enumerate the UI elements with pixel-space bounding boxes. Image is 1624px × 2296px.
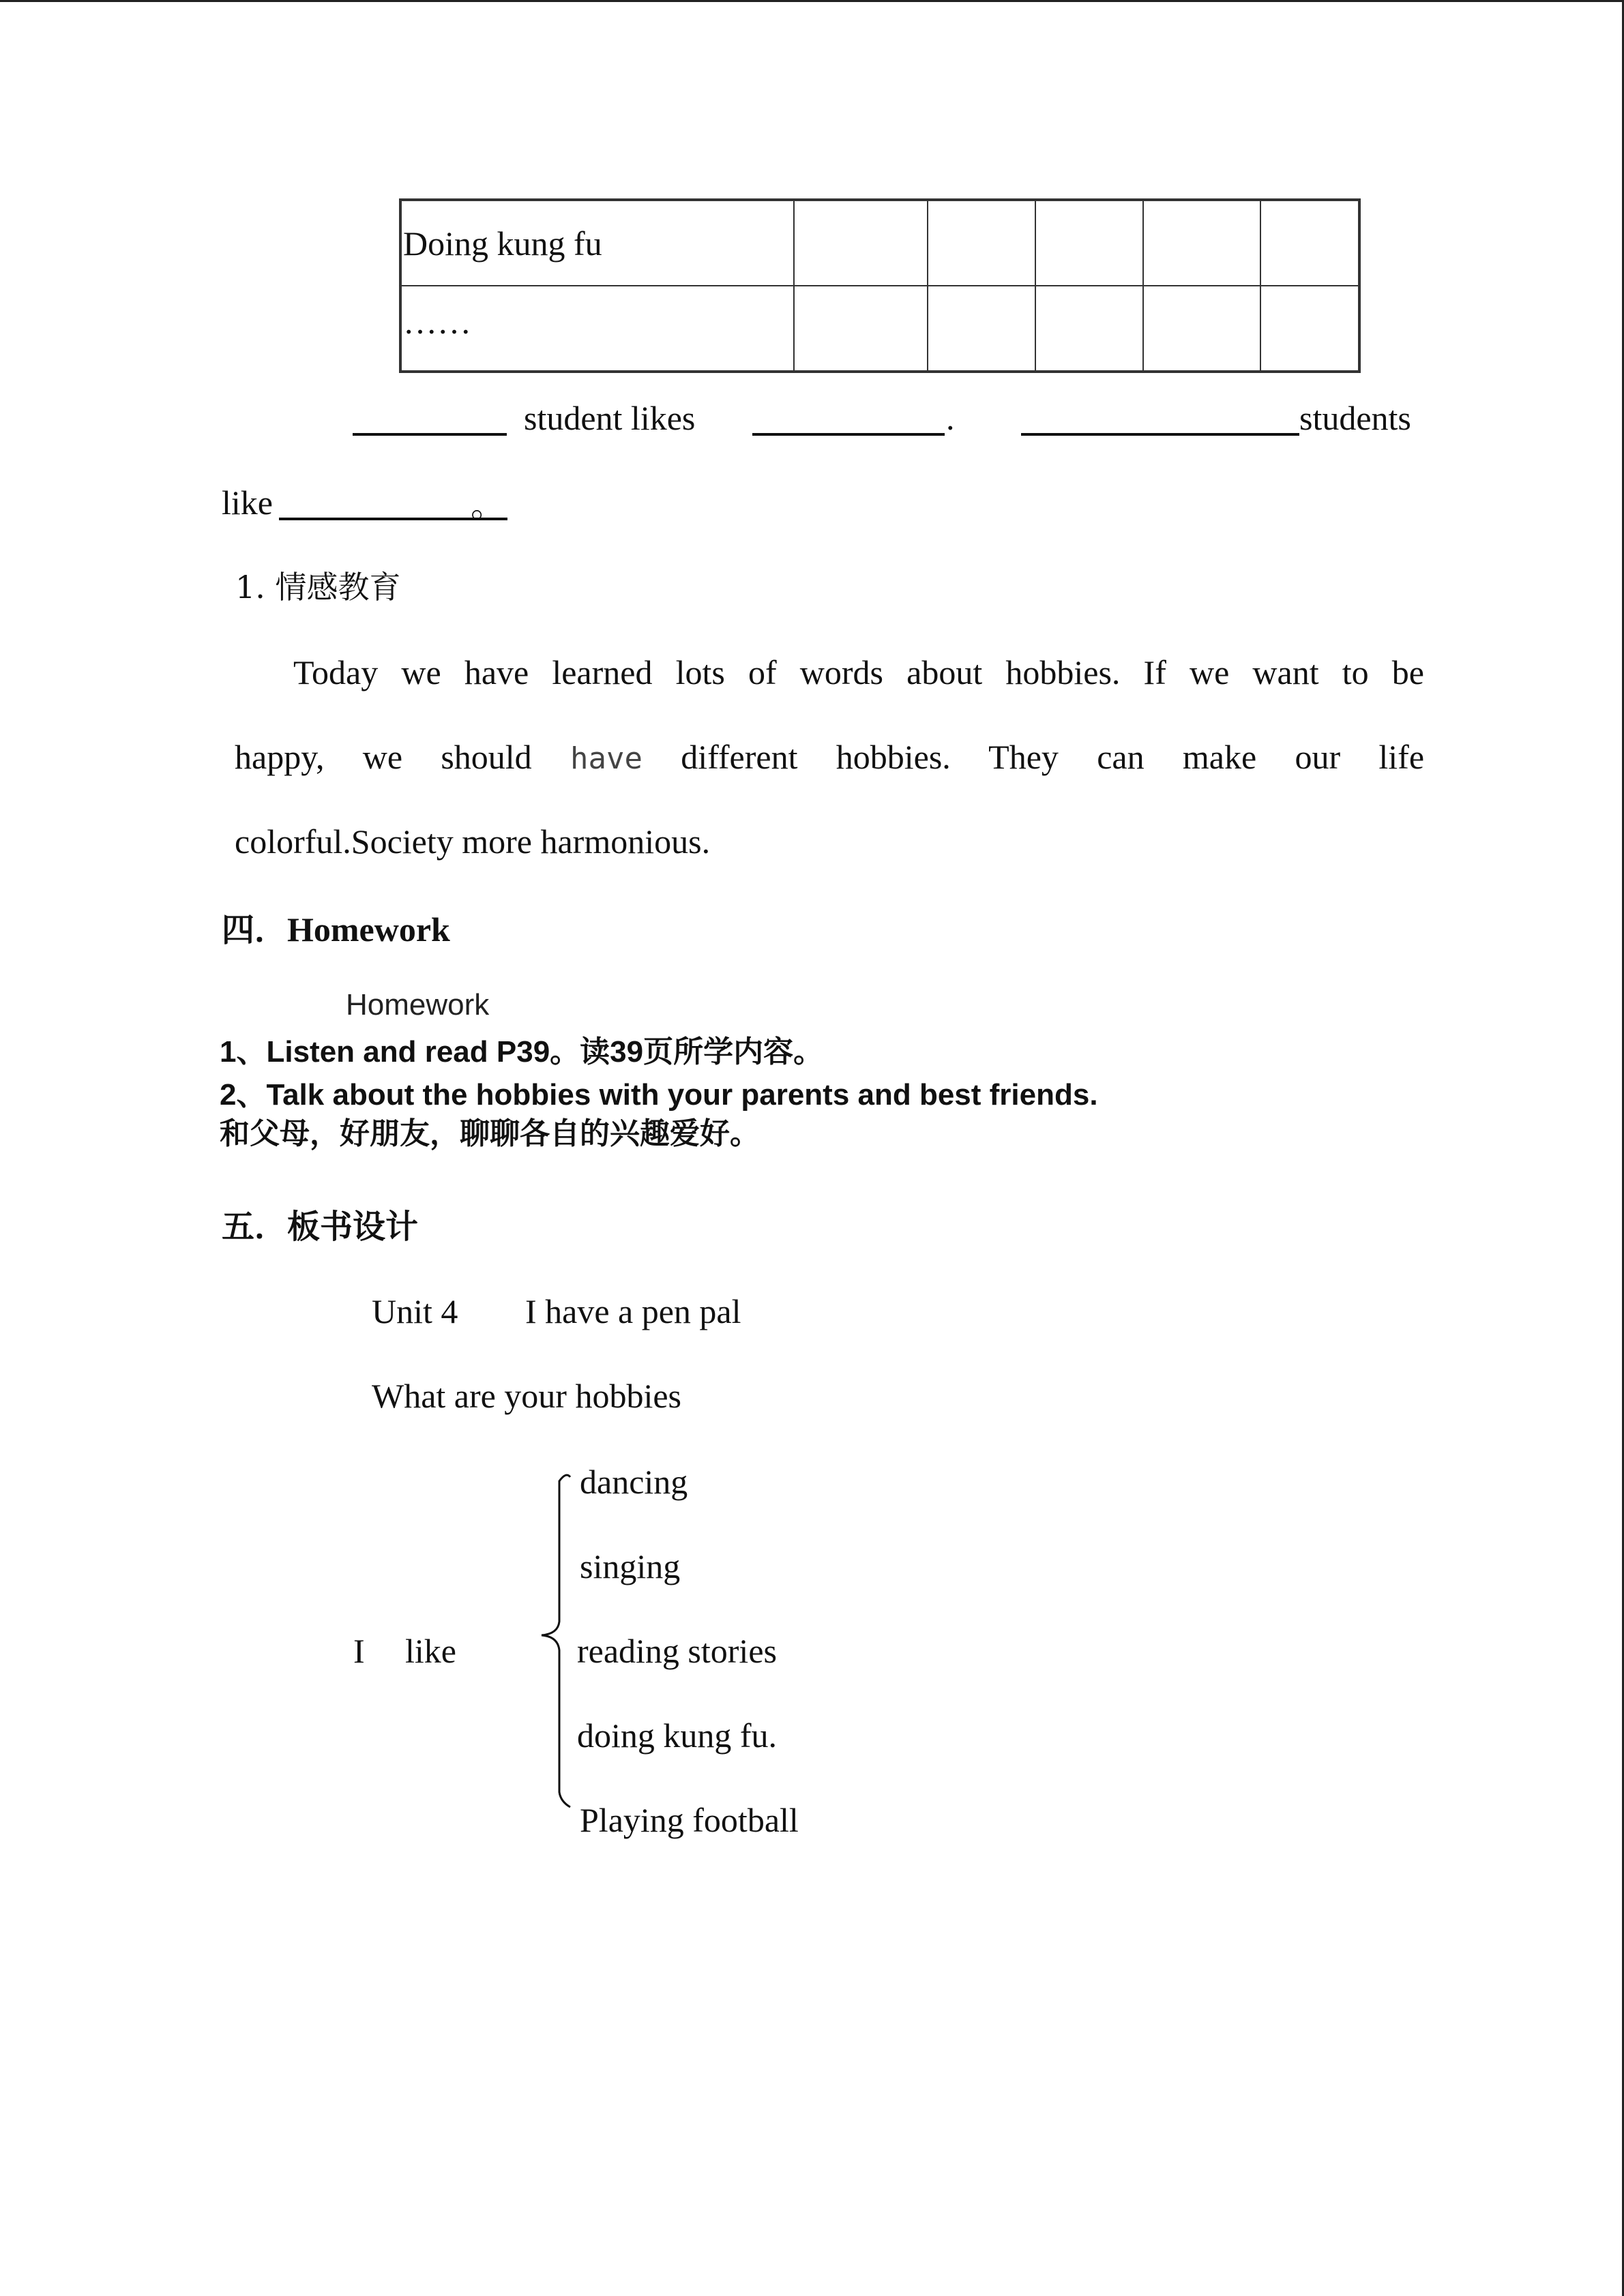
summary-period: . (946, 399, 955, 437)
table-row (400, 200, 1359, 286)
hobby-item: dancing (580, 1463, 688, 1501)
table-cell (794, 286, 928, 372)
answer-blank (752, 433, 945, 436)
table-cell (1143, 286, 1260, 372)
table-cell (1035, 200, 1143, 286)
summary-end-mark: 。 (471, 486, 505, 524)
survey-table (399, 198, 1361, 373)
homework-item-2: 2、Talk about the hobbies with your parents and best friends. (220, 1078, 1098, 1112)
curly-brace-icon (532, 1472, 580, 1813)
table-cell (1035, 286, 1143, 372)
board-design-heading: 五．板书设计 (222, 1208, 419, 1246)
unit-number: Unit 4 (372, 1292, 458, 1330)
table-cell (928, 286, 1035, 372)
table-cell (1260, 200, 1359, 286)
homework-heading (222, 909, 450, 951)
summary-part2: students (1299, 399, 1411, 437)
hobby-item: Playing football (580, 1801, 799, 1839)
answer-blank (1021, 433, 1299, 436)
summary-part3: like (222, 483, 273, 522)
table-cell-label: …… (400, 286, 794, 372)
homework-item-2-cn: 和父母，好朋友，聊聊各自的兴趣爱好。 (220, 1117, 760, 1150)
homework-heading-number: 四． (222, 911, 288, 949)
moral-education-paragraph (235, 652, 1424, 862)
paragraph-line: colorful.Society more harmonious. (235, 822, 711, 861)
paragraph-line: happy, we should have different hobbies. They can make our life (235, 738, 1425, 776)
summary-part1: student likes (524, 399, 696, 437)
paragraph-line: Today we have learned lots of words about hobbies. If we want to be (293, 653, 1424, 691)
hobby-item: reading stories (577, 1632, 777, 1670)
homework-heading-text: Homework (287, 910, 450, 949)
hobby-item: singing (580, 1547, 681, 1585)
table-cell (928, 200, 1035, 286)
table-cell (794, 200, 928, 286)
board-question: What are your hobbies (372, 1377, 682, 1415)
board-subject: I (353, 1632, 365, 1670)
moral-education-heading: 1. 情感教育 (235, 569, 401, 606)
table-cell-label: Doing kung fu (400, 200, 794, 286)
table-row (400, 286, 1359, 372)
table-cell (1260, 286, 1359, 372)
homework-item-1: 1、Listen and read P39。读39页所学内容。 (220, 1035, 824, 1069)
homework-slide-title: Homework (346, 988, 490, 1022)
board-verb: like (405, 1632, 456, 1670)
hobby-item: doing kung fu. (577, 1716, 778, 1755)
answer-blank (353, 433, 507, 436)
table-cell (1143, 200, 1260, 286)
unit-title: I have a pen pal (525, 1292, 741, 1330)
